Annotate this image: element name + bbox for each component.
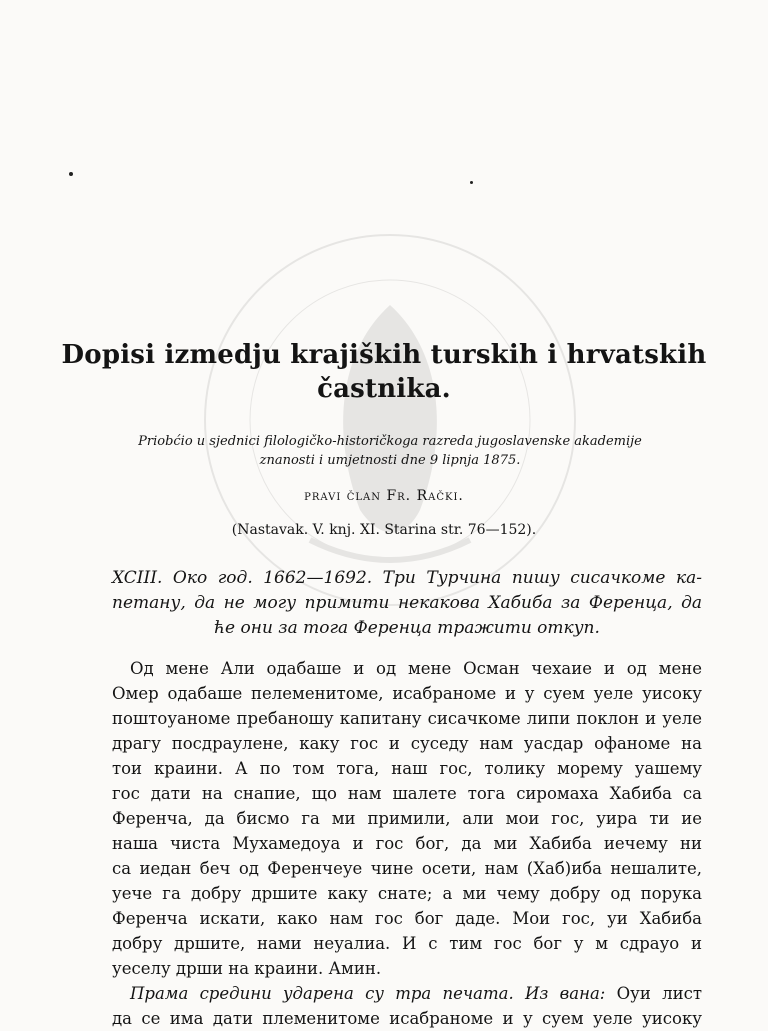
seal-note-italic: Прама средини ударена су тра печата. Из вана: — [130, 984, 606, 1003]
subtitle-line-2: znanosti i umjetnosti dne 9 lipnja 1875. — [259, 453, 521, 468]
article-title — [0, 338, 768, 406]
body-line: уеселу дрши на краини. Амин. — [112, 959, 382, 978]
heading-line-2: петану, да не могу примити некакова Хабиба за Ференца, да — [112, 593, 702, 613]
article-subtitle — [110, 432, 670, 470]
heading-line-3: ће они за тога Ференца тражити откуп. — [214, 618, 600, 638]
body-line: Од мене Али одабаше и од мене Осман чехаие и од мене — [130, 659, 702, 678]
seal-note-rest: Оуи лист — [605, 984, 702, 1003]
heading-line-1: XCIII. Око год. 1662—1692. Три Турчина пишу сисачкоме ка- — [112, 568, 702, 588]
author-line: pravi član Fr. Rački. — [304, 488, 464, 504]
body-line: Омер одабаше пелеменитоме, исабраноме и у суем уеле уисоку — [112, 684, 702, 703]
letter-body — [112, 656, 702, 1031]
body-line: уече га добру дршите каку снате; а ми чему добру од порука — [112, 884, 702, 903]
body-line: наша чиста Мухамедоуа и гос бог, да ми Хабиба иечему ни — [112, 834, 702, 853]
body-line: тои краини. А по том тога, наш гос, толику морему уашему — [112, 759, 702, 778]
ink-speck — [69, 172, 73, 176]
body-line: са иедан беч од Ференчеуе чине осети, нам (Хаб)иба нешалите, — [112, 859, 702, 878]
seal-note-line — [112, 981, 702, 1006]
title-line-1: Dopisi izmedju krajiških turskih i hrvatskih — [61, 340, 707, 370]
body-line: гос дати на снапие, що нам шалете тога сиромаха Хабиба са — [112, 784, 702, 803]
body-line: добру дршите, нами неуалиа. И с тим гос бог у м сдрауо и — [112, 934, 702, 953]
body-line: поштоуаноме пребаношу капитану сисачкоме липи поклон и уеле — [112, 709, 702, 728]
body-line: Ференча, да бисмо га ми примили, али мои гос, уира ти ие — [112, 809, 702, 828]
section-heading — [112, 566, 702, 641]
ink-speck — [470, 181, 473, 184]
title-line-2: častnika. — [317, 374, 451, 404]
subtitle-line-1: Priobćio u sjednici filologičko-historičkoga razreda jugoslavenske akademije — [138, 434, 642, 449]
continuation-note: (Nastavak. V. knj. XI. Starina str. 76—152). — [231, 522, 537, 538]
body-line: драгу посдраулене, каку гос и суседу нам уасдар офаноме на — [112, 734, 702, 753]
body-final-line: да се има дати племенитоме исабраноме и у суем уеле уисоку — [112, 1009, 702, 1028]
body-line: Ференча искати, како нам гос бог даде. Мои гос, уи Хабиба — [112, 909, 702, 928]
